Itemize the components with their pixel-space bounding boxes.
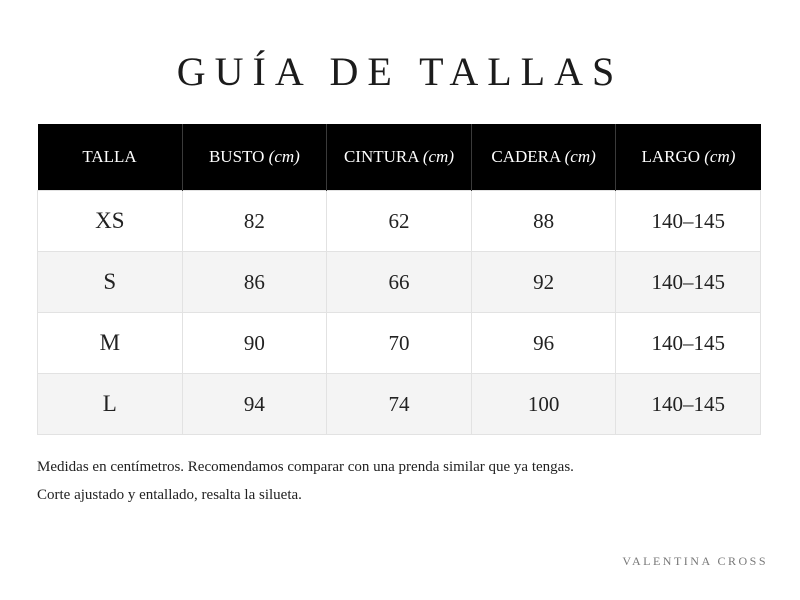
header-label: TALLA xyxy=(82,147,137,166)
header-label: CINTURA xyxy=(343,147,419,166)
cell-waist: 74 xyxy=(327,374,472,435)
cell-bust: 94 xyxy=(182,374,327,435)
cell-hip: 96 xyxy=(471,313,616,374)
header-hip xyxy=(471,124,616,191)
note-measurements: Medidas en centímetros. Recomendamos comparar con una prenda similar que ya tengas. xyxy=(37,459,574,475)
cell-hip: 92 xyxy=(471,252,616,313)
cell-bust: 82 xyxy=(182,191,327,252)
cell-hip: 100 xyxy=(471,374,616,435)
header-bust xyxy=(182,124,327,191)
cell-size: M xyxy=(38,313,183,374)
header-unit: (cm) xyxy=(564,147,596,166)
cell-length: 140–145 xyxy=(616,374,761,435)
page-title: GUÍA DE TALLAS xyxy=(176,49,624,94)
table-row xyxy=(38,191,761,252)
cell-waist: 70 xyxy=(327,313,472,374)
notes xyxy=(37,458,761,514)
table-row xyxy=(38,252,761,313)
cell-length: 140–145 xyxy=(616,313,761,374)
header-size xyxy=(38,124,183,191)
cell-bust: 86 xyxy=(182,252,327,313)
cell-waist: 62 xyxy=(327,191,472,252)
header-length xyxy=(616,124,761,191)
cell-length: 140–145 xyxy=(616,191,761,252)
cell-waist: 66 xyxy=(327,252,472,313)
table-row xyxy=(38,374,761,435)
header-label: LARGO xyxy=(641,147,701,166)
note-fit: Corte ajustado y entallado, resalta la silueta. xyxy=(37,487,302,503)
header-unit: (cm) xyxy=(268,147,300,166)
header-label: CADERA xyxy=(491,147,561,166)
table-header-row xyxy=(38,124,761,191)
header-waist xyxy=(327,124,472,191)
cell-length: 140–145 xyxy=(616,252,761,313)
cell-bust: 90 xyxy=(182,313,327,374)
header-unit: (cm) xyxy=(422,147,454,166)
brand-name: VALENTINA CROSS xyxy=(622,554,768,568)
table-row xyxy=(38,313,761,374)
header-label: BUSTO xyxy=(208,147,265,166)
cell-size: S xyxy=(38,252,183,313)
cell-hip: 88 xyxy=(471,191,616,252)
cell-size: L xyxy=(38,374,183,435)
header-unit: (cm) xyxy=(704,147,736,166)
cell-size: XS xyxy=(38,191,183,252)
size-chart-table xyxy=(37,124,761,435)
